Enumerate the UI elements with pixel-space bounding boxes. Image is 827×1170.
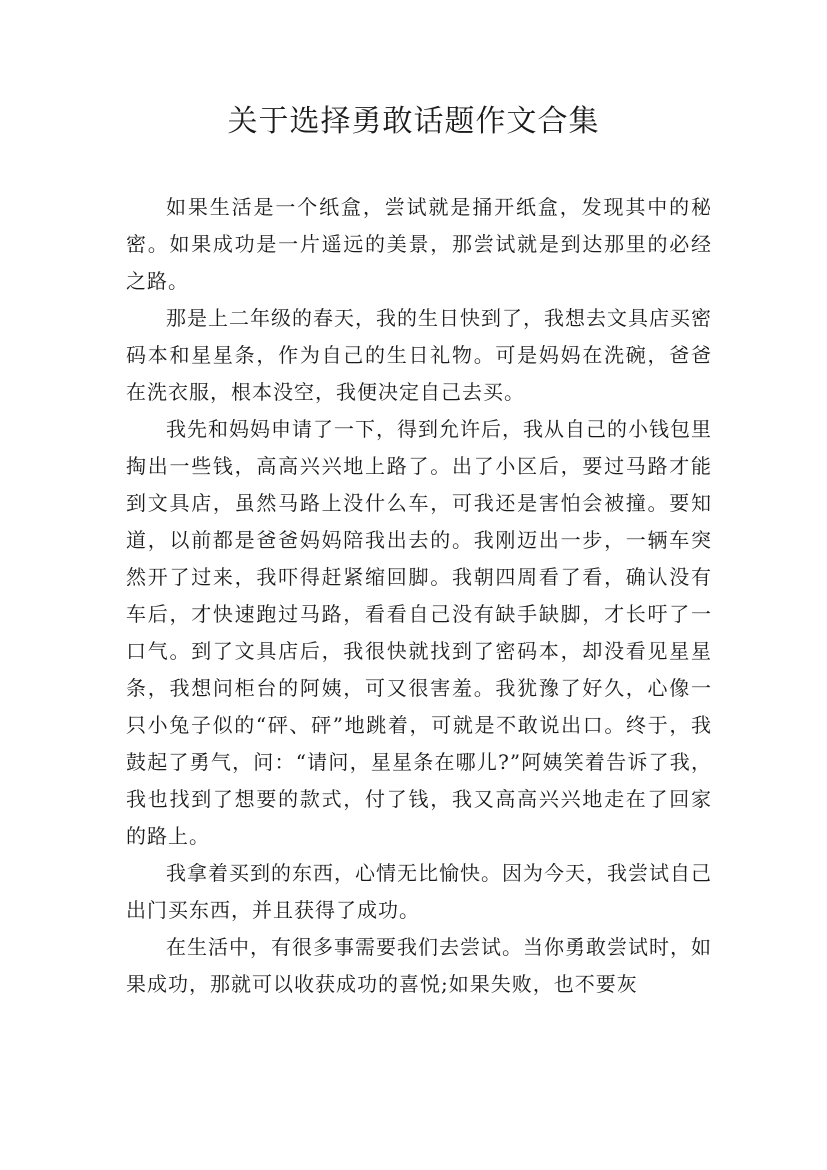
paragraph-2: 那是上二年级的春天，我的生日快到了，我想去文具店买密码本和星星条，作为自己的生日礼物。可是妈妈在洗碗，爸爸在洗衣服，根本没空，我便决定自己去买。 xyxy=(126,306,712,404)
paragraph-1: 如果生活是一个纸盒，尝试就是捅开纸盒，发现其中的秘密。如果成功是一片遥远的美景，那尝试就是到达那里的必经之路。 xyxy=(126,195,712,293)
document-body xyxy=(126,189,712,1003)
paragraph-5: 在生活中，有很多事需要我们去尝试。当你勇敢尝试时，如果成功，那就可以收获成功的喜悦;如果失败，也不要灰 xyxy=(126,935,712,996)
paragraph-3: 我先和妈妈申请了一下，得到允许后，我从自己的小钱包里掏出一些钱，高高兴兴地上路了。出了小区后，要过马路才能到文具店，虽然马路上没什么车，可我还是害怕会被撞。要知道，以前都是爸爸妈妈陪我出去的。我刚迈出一步，一辆车突然开了过来，我吓得赶紧缩回脚。我朝四周看了看，确认没有车后，才快速跑过马路，看看自己没有缺手缺脚，才长吁了一口气。到了文具店后，我很快就找到了密码本，却没看见星星条，我想问柜台的阿姨，可又很害羞。我犹豫了好久，心像一只小兔子似的“砰、砰”地跳着，可就是不敢说出口。终于，我鼓起了勇气，问：“请问，星星条在哪儿?”阿姨笑着告诉了我，我也找到了想要的款式，付了钱，我又高高兴兴地走在了回家的路上。 xyxy=(126,417,712,848)
paragraph-4: 我拿着买到的东西，心情无比愉快。因为今天，我尝试自己出门买东西，并且获得了成功。 xyxy=(126,861,712,922)
document-title: 关于选择勇敢话题作文合集 xyxy=(227,104,600,139)
